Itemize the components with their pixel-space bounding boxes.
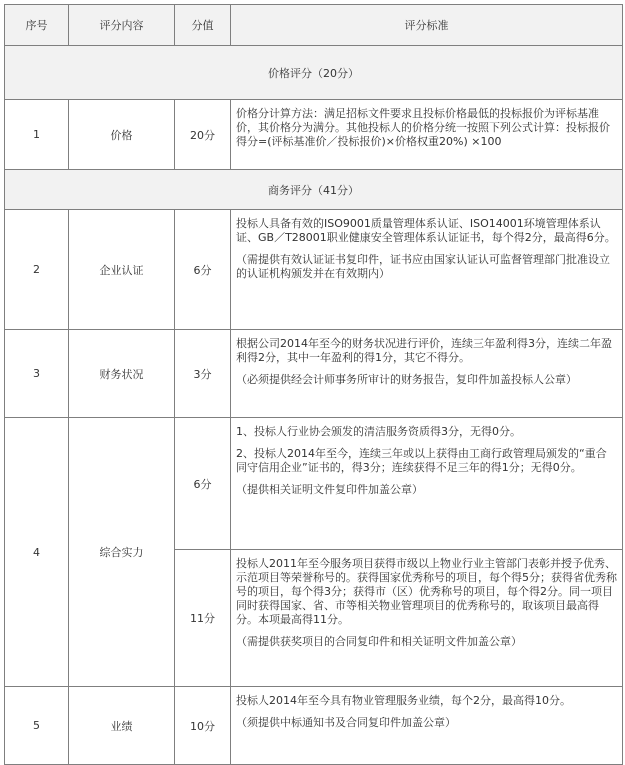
row-content: 价格 [69,100,175,170]
section-title-price: 价格评分（20分） [5,46,623,100]
row-content: 综合实力 [69,418,175,687]
header-content: 评分内容 [69,5,175,46]
header-seq: 序号 [5,5,69,46]
row-score: 20分 [175,100,231,170]
criteria-note: （必须提供经会计师事务所审计的财务报告，复印件加盖投标人公章） [236,373,577,386]
table-row-1 [5,100,623,170]
row-criteria [231,418,623,550]
row-score: 6分 [175,210,231,330]
criteria-note: （需提供有效认证证书复印件，证书应由国家认证认可监督管理部门批准设立的认证机构颁发并在有效期内） [236,253,610,280]
row-score: 11分 [175,550,231,687]
criteria-note: （需提供获奖项目的合同复印件和相关证明文件加盖公章） [236,635,522,648]
row-criteria [231,550,623,687]
row-score: 10分 [175,687,231,765]
row-criteria [231,210,623,330]
row-score: 3分 [175,330,231,418]
criteria-text: 投标人2014年至今具有物业管理服务业绩，每个2分，最高得10分。 [236,694,571,707]
row-seq: 3 [5,330,69,418]
row-score: 6分 [175,418,231,550]
row-criteria [231,330,623,418]
section-title-business: 商务评分（41分） [5,170,623,210]
section-row-business [5,170,623,210]
section-row-price [5,46,623,100]
table-row-5 [5,687,623,765]
criteria-text: 2、投标人2014年至今，连续三年或以上获得由工商行政管理局颁发的“重合同守信用企业”证书的，得3分；连续获得不足三年的得1分；无得0分。 [236,447,607,474]
criteria-text: 1、投标人行业协会颁发的清洁服务资质得3分，无得0分。 [236,425,521,438]
header-row [5,5,623,46]
scoring-table [4,4,623,765]
row-criteria [231,687,623,765]
row-seq: 2 [5,210,69,330]
table-row-4a [5,418,623,550]
table-row-2 [5,210,623,330]
criteria-note: （须提供中标通知书及合同复印件加盖公章） [236,716,456,729]
criteria-text: 价格分计算方法：满足招标文件要求且投标价格最低的投标报价为评标基准价，其价格分为满分。其他投标人的价格分统一按照下列公式计算：投标报价得分=(评标基准价／投标报价)×价格权重20%) ×100 [236,107,610,148]
criteria-text: 投标人2011年至今服务项目获得市级以上物业行业主管部门表彰并授予优秀、示范项目等荣誉称号的。获得国家优秀称号的项目，每个得5分；获得省优秀称号的项目，每个得3分；获得市（区）优秀称号的项目，每个得2分。同一项目同时获得国家、省、市等相关物业管理项目的优秀称号的，取该项目最高得分。本项最高得11分。 [236,557,617,626]
criteria-text: 投标人具备有效的ISO9001质量管理体系认证、ISO14001环境管理体系认证、GB／T28001职业健康安全管理体系认证证书，每个得2分，最高得6分。 [236,217,616,244]
row-content: 财务状况 [69,330,175,418]
row-criteria [231,100,623,170]
header-score: 分值 [175,5,231,46]
row-seq: 1 [5,100,69,170]
criteria-text: 根据公司2014年至今的财务状况进行评价，连续三年盈利得3分，连续二年盈利得2分，其中一年盈利的得1分，其它不得分。 [236,337,612,364]
header-criteria: 评分标准 [231,5,623,46]
row-content: 企业认证 [69,210,175,330]
table-row-3 [5,330,623,418]
row-seq: 4 [5,418,69,687]
criteria-note: （提供相关证明文件复印件加盖公章） [236,483,423,496]
row-seq: 5 [5,687,69,765]
row-content: 业绩 [69,687,175,765]
